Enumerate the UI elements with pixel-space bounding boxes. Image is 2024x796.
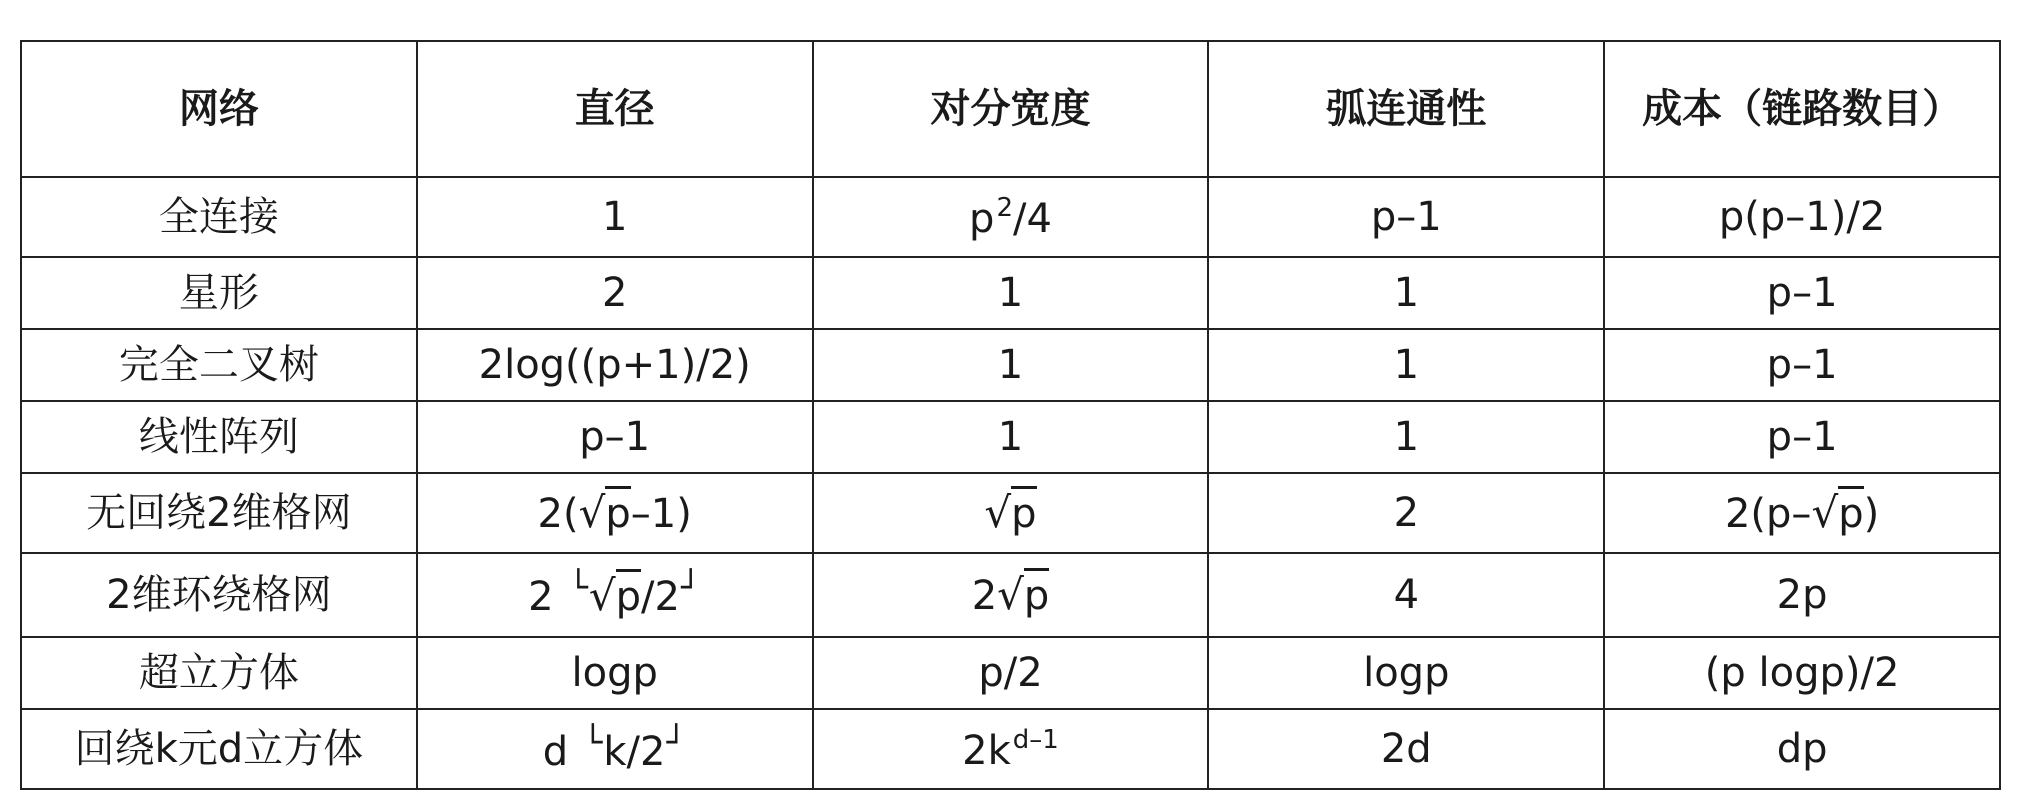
math-body: k/2 [603, 728, 666, 775]
cell-network: 2维环绕格网 [21, 553, 417, 637]
header-bisection-width: 对分宽度 [813, 41, 1209, 177]
cell-cost [1604, 473, 2000, 553]
table-row [21, 177, 2000, 257]
math-suffix: /2 [641, 574, 680, 621]
math-prefix: 2(p– [1724, 490, 1812, 537]
cell-bisection: p/2 [813, 637, 1209, 709]
floor-left-icon: └ [568, 568, 588, 607]
math-superscript: 2 [996, 192, 1013, 223]
sqrt-symbol: √p [984, 487, 1037, 537]
sqrt-radicand: p [1838, 486, 1863, 537]
cell-network: 全连接 [21, 177, 417, 257]
header-network: 网络 [21, 41, 417, 177]
cell-network: 无回绕2维格网 [21, 473, 417, 553]
network-comparison-table [20, 40, 2001, 790]
math-suffix: ) [1863, 490, 1880, 537]
table-row [21, 637, 2000, 709]
cell-network: 回绕k元d立方体 [21, 709, 417, 789]
table-row [21, 709, 2000, 789]
sqrt-symbol: √p [578, 487, 631, 537]
math-base: 2k [962, 727, 1011, 774]
cell-diameter [417, 553, 813, 637]
sqrt-radicand: p [1024, 568, 1049, 619]
math-prefix: 2 [528, 574, 554, 621]
cell-network: 星形 [21, 257, 417, 329]
cell-arc: 1 [1208, 329, 1604, 401]
cell-cost: (p logp)/2 [1604, 637, 2000, 709]
cell-arc: 2d [1208, 709, 1604, 789]
cell-network: 线性阵列 [21, 401, 417, 473]
cell-diameter [417, 709, 813, 789]
table-row [21, 329, 2000, 401]
table-row [21, 473, 2000, 553]
cell-bisection [813, 709, 1209, 789]
cell-cost: p–1 [1604, 329, 2000, 401]
cell-arc: 1 [1208, 257, 1604, 329]
header-diameter: 直径 [417, 41, 813, 177]
cell-cost: dp [1604, 709, 2000, 789]
math-base: p [969, 195, 995, 242]
table-row [21, 257, 2000, 329]
cell-cost: p–1 [1604, 257, 2000, 329]
sqrt-radicand: p [1011, 486, 1036, 537]
cell-bisection: 1 [813, 329, 1209, 401]
cell-diameter: 1 [417, 177, 813, 257]
cell-diameter: logp [417, 637, 813, 709]
cell-cost: p(p–1)/2 [1604, 177, 2000, 257]
math-tail: /4 [1012, 195, 1052, 242]
cell-diameter: 2 [417, 257, 813, 329]
header-arc-connectivity: 弧连通性 [1208, 41, 1604, 177]
cell-bisection: 1 [813, 257, 1209, 329]
cell-diameter: p–1 [417, 401, 813, 473]
header-cost: 成本（链路数目） [1604, 41, 2000, 177]
sqrt-radicand: p [605, 486, 630, 537]
cell-diameter: 2log((p+1)/2) [417, 329, 813, 401]
cell-bisection: 1 [813, 401, 1209, 473]
sqrt-symbol: √p [997, 569, 1050, 619]
math-prefix: 2( [537, 490, 579, 537]
cell-arc: 4 [1208, 553, 1604, 637]
sqrt-radicand: p [616, 569, 641, 620]
floor-left-icon: └ [583, 722, 603, 761]
table-row [21, 401, 2000, 473]
cell-arc: 1 [1208, 401, 1604, 473]
math-prefix: 2 [971, 572, 998, 619]
cell-arc: p–1 [1208, 177, 1604, 257]
header-row [21, 41, 2000, 177]
cell-network: 完全二叉树 [21, 329, 417, 401]
cell-bisection [813, 177, 1209, 257]
cell-bisection [813, 473, 1209, 553]
cell-arc: 2 [1208, 473, 1604, 553]
table-row [21, 553, 2000, 637]
cell-diameter [417, 473, 813, 553]
cell-bisection [813, 553, 1209, 637]
math-superscript: d–1 [1012, 724, 1059, 755]
math-prefix: d [542, 728, 569, 775]
cell-cost: 2p [1604, 553, 2000, 637]
cell-cost: p–1 [1604, 401, 2000, 473]
cell-arc: logp [1208, 637, 1604, 709]
sqrt-symbol: √p [1811, 487, 1864, 537]
math-suffix: –1) [630, 490, 692, 537]
sqrt-symbol: √p [588, 571, 642, 621]
floor-right-icon: ┘ [666, 722, 686, 761]
cell-network: 超立方体 [21, 637, 417, 709]
floor-right-icon: ┘ [680, 568, 701, 607]
